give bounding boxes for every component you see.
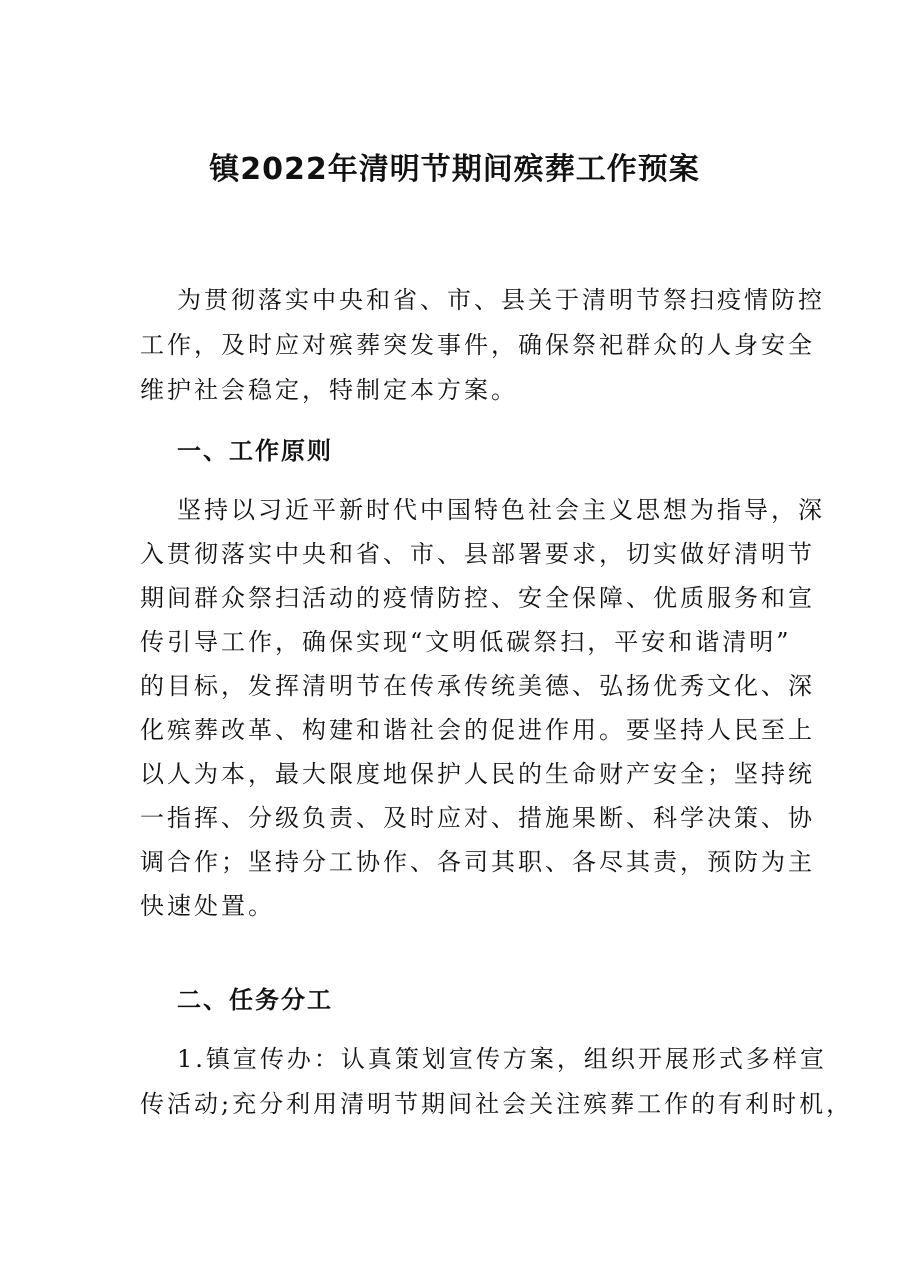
section-1-line-3: 期间群众祭扫活动的疫情防控、安全保障、优质服务和宣: [140, 584, 815, 612]
section-2-line-2: 传活动;充分利用清明节期间社会关注殡葬工作的有利时机，: [140, 1090, 854, 1118]
section-1-line-1: 坚持以习近平新时代中国特色社会主义思想为指导，深: [177, 496, 825, 524]
intro-line-1: 为贯彻落实中央和省、市、县关于清明节祭扫疫情防控: [177, 286, 825, 314]
document-title: 镇2022年清明节期间殡葬工作预案: [209, 152, 700, 187]
section-1-line-7: 以人为本，最大限度地保护人民的生命财产安全；坚持统: [140, 760, 815, 788]
section-1-line-9: 调合作；坚持分工协作、各司其职、各尽其责，预防为主: [140, 848, 815, 876]
section-1-line-5: 的目标，发挥清明节在传承传统美德、弘扬优秀文化、深: [140, 672, 815, 700]
section-1-line-10: 快速处置。: [140, 892, 275, 920]
section-1-line-6: 化殡葬改革、构建和谐社会的促进作用。要坚持人民至上: [140, 716, 815, 744]
section-2-heading: 二、任务分工: [177, 986, 333, 1014]
intro-line-2: 工作，及时应对殡葬突发事件，确保祭祀群众的人身安全: [140, 331, 815, 359]
intro-line-3: 维护社会稳定，特制定本方案。: [140, 376, 518, 404]
section-1-line-4: 传引导工作，确保实现“文明低碳祭扫，平安和谐清明”: [140, 628, 792, 656]
section-1-line-8: 一指挥、分级负责、及时应对、措施果断、科学决策、协: [140, 804, 815, 832]
section-1-line-2: 入贯彻落实中央和省、市、县部署要求，切实做好清明节: [140, 540, 815, 568]
section-1-heading: 一、工作原则: [177, 437, 333, 465]
section-2-line-1: 1.镇宣传办：认真策划宣传方案，组织开展形式多样宣: [177, 1045, 827, 1073]
